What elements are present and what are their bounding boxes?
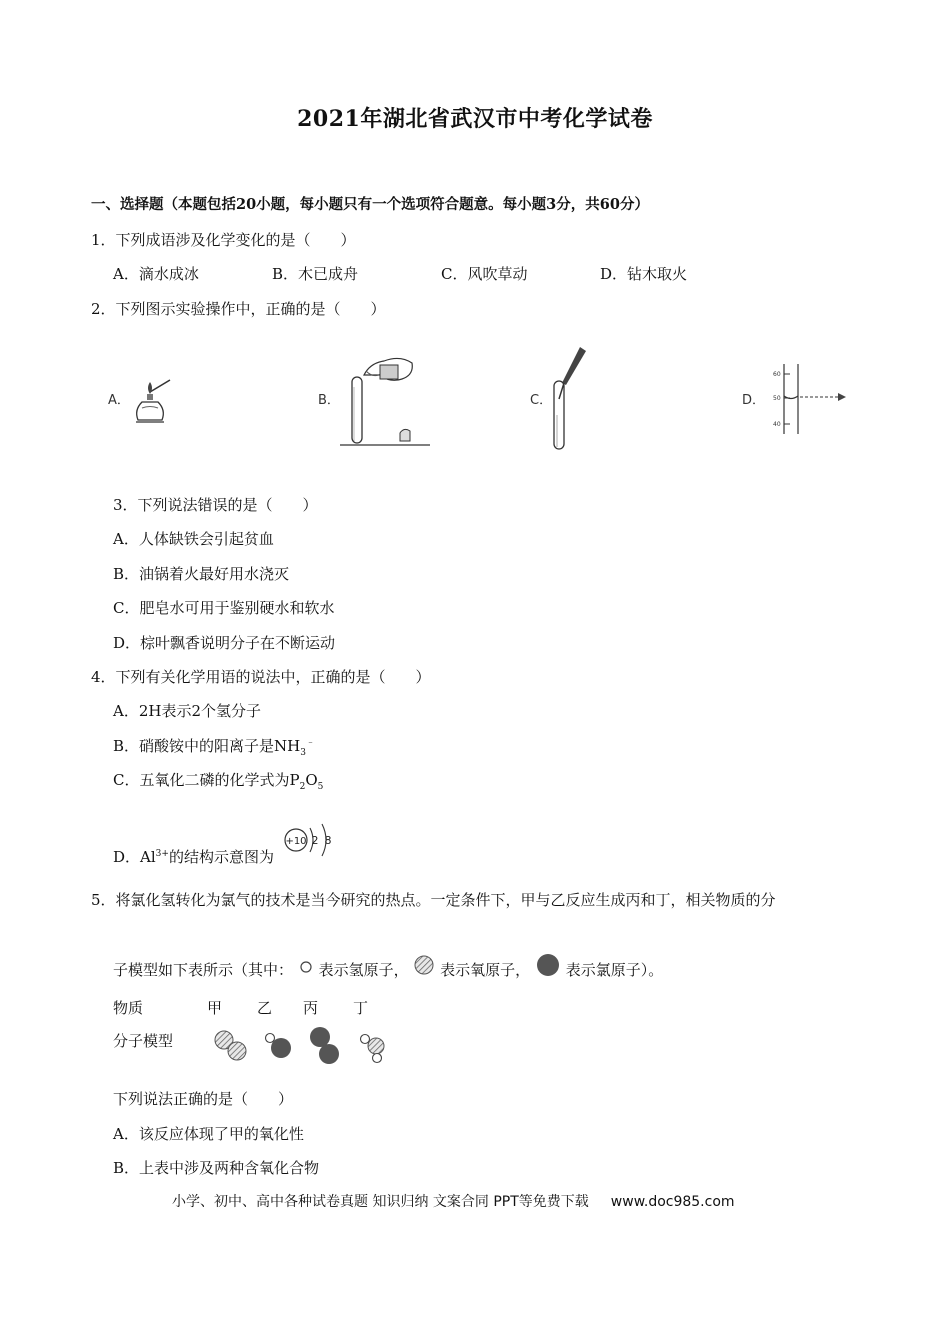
q1-stem: 1．下列成语涉及化学变化的是（ ） <box>91 231 356 249</box>
q3-option-b: B．油锅着火最好用水浇灭 <box>113 565 290 583</box>
fig-label-a: A． <box>108 393 130 408</box>
q1-option-b: B．木已成舟 <box>272 265 359 283</box>
q4-stem: 4．下列有关化学用语的说法中，正确的是（ ） <box>91 668 431 686</box>
molecule-bing-cl2 <box>306 1025 346 1067</box>
q5-question: 下列说法正确的是（ ） <box>113 1090 294 1108</box>
atomic-structure-diagram <box>282 822 342 862</box>
table-header-ding: 丁 <box>353 999 369 1017</box>
q2-stem: 2．下列图示实验操作中，正确的是（ ） <box>91 300 386 318</box>
graduated-cylinder-figure <box>764 364 854 439</box>
q5-stem-line1: 5．将氯化氢转化为氯气的技术是当今研究的热点。一定条件下，甲与乙反应生成丙和丁，相关物质的分 <box>91 891 776 909</box>
section-heading: 一、选择题（本题包括20小题，每小题只有一个选项符合题意。每小题3分，共60分） <box>91 196 649 213</box>
table-row-label: 分子模型 <box>113 1032 174 1050</box>
page-footer <box>172 1191 735 1211</box>
q1-option-a: A．滴水成冰 <box>113 265 199 283</box>
q3-stem: 3．下列说法错误的是（ ） <box>113 496 318 514</box>
q5-stem-line2: 子模型如下表所示（其中： 表示氢原子， 表示氧原子， 表示氯原子）。 <box>113 958 663 984</box>
pouring-figure <box>340 345 430 450</box>
hydrogen-atom-icon <box>298 959 314 975</box>
q1-option-d: D．钻木取火 <box>600 265 688 283</box>
q4-option-b: B．硝酸铵中的阳离子是$NH_3^﹣$ <box>113 737 315 758</box>
page-title: 2021年湖北省武汉市中考化学试卷 <box>297 106 653 132</box>
table-header-yi: 乙 <box>257 999 273 1017</box>
table-header-bing: 丙 <box>303 999 319 1017</box>
footer-site-link[interactable]: www.doc985.com <box>610 1194 735 1210</box>
table-header-substance: 物质 <box>113 999 144 1017</box>
fig-label-c: C． <box>530 393 553 408</box>
table-header-jia: 甲 <box>207 999 223 1017</box>
q5-option-a: A．该反应体现了甲的氧化性 <box>113 1125 304 1143</box>
shell-1-electrons: 2 <box>311 834 319 847</box>
oxygen-atom-icon <box>413 954 435 976</box>
cyl-tick-60: 60 <box>773 371 781 378</box>
cyl-tick-40: 40 <box>773 421 781 428</box>
q4-option-d: D．$Al^{3+}$的结构示意图为 <box>113 848 274 866</box>
nucleus-charge: +10 <box>285 836 307 847</box>
shell-2-electrons: 8 <box>324 834 332 847</box>
fig-label-d: D． <box>742 393 766 408</box>
q3-option-d: D．棕叶飘香说明分子在不断运动 <box>113 634 336 652</box>
chlorine-atom-icon <box>535 952 561 978</box>
molecule-jia-o2 <box>212 1028 252 1064</box>
fig-label-b: B． <box>318 393 340 408</box>
q3-option-a: A．人体缺铁会引起贫血 <box>113 530 274 548</box>
q4-option-c: C．五氧化二磷的化学式为$P_2O_5$ <box>113 771 324 792</box>
footer-text: 小学、初中、高中各种试卷真题 知识归纳 文案合同 PPT等免费下载 <box>172 1194 589 1210</box>
q3-option-c: C．肥皂水可用于鉴别硬水和软水 <box>113 599 335 617</box>
q5-option-b: B．上表中涉及两种含氧化合物 <box>113 1159 320 1177</box>
molecule-yi-hcl <box>262 1030 298 1062</box>
cyl-tick-50: 50 <box>773 395 781 402</box>
dropper-figure <box>550 345 595 455</box>
q1-option-c: C．风吹草动 <box>441 265 528 283</box>
q4-option-a: A．2H表示2个氢分子 <box>113 702 262 720</box>
molecule-ding-h2o <box>356 1030 392 1066</box>
alcohol-lamp-figure <box>130 370 180 430</box>
